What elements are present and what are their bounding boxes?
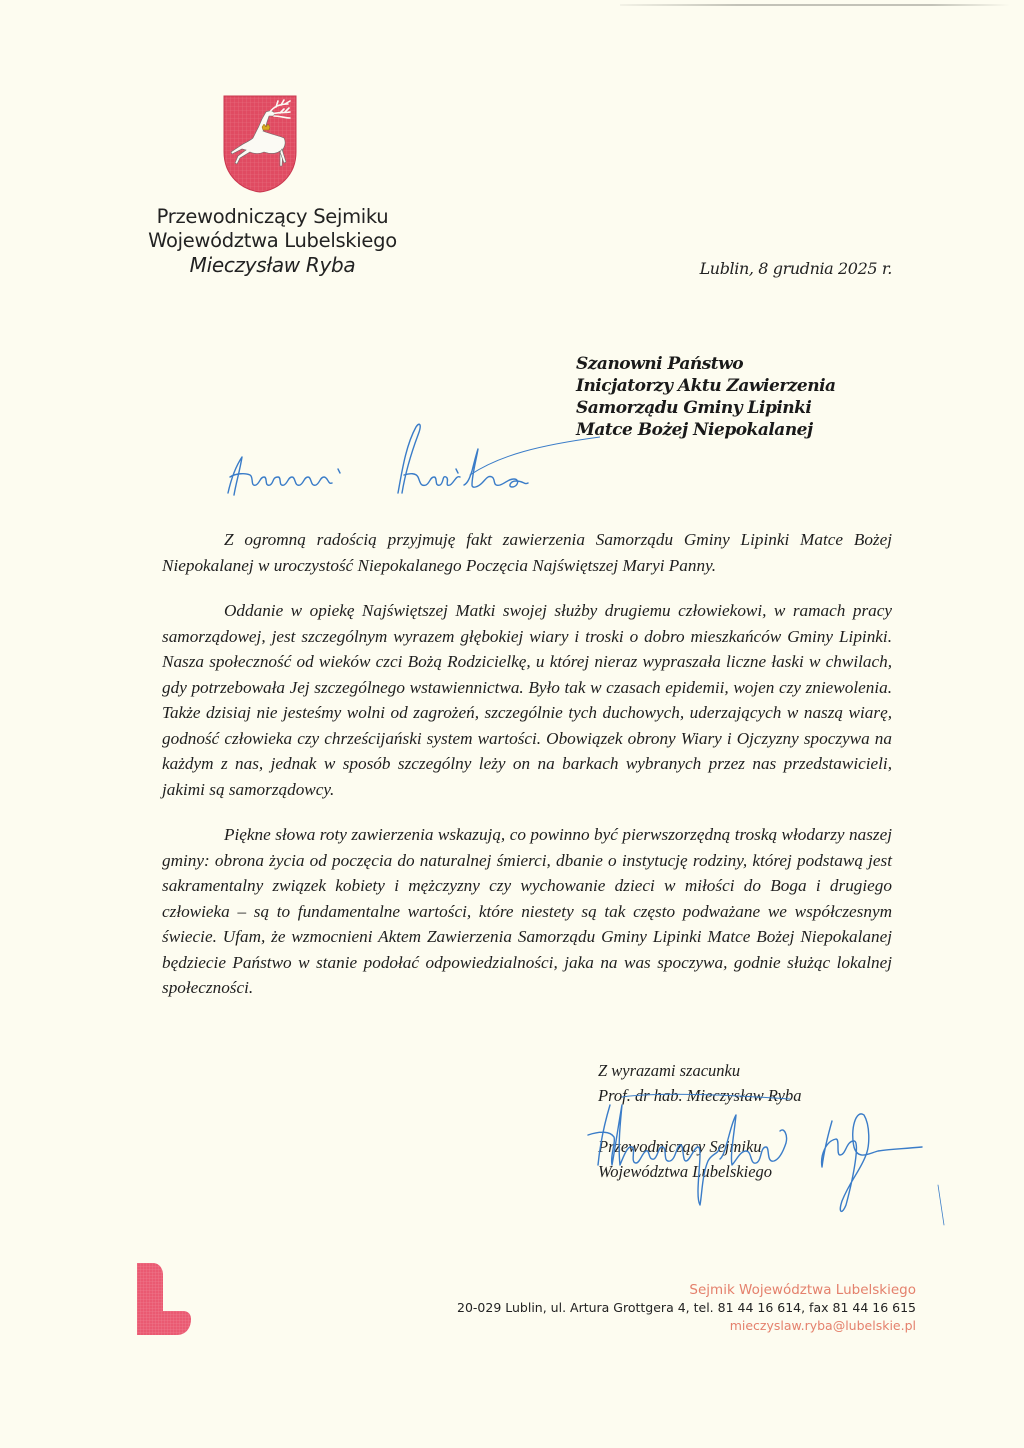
body-paragraph: Piękne słowa roty zawierzenia wskazują, co powinno być pierwszorzędną troską włodarzy naszej gminy: obrona życia od poczęcia do naturalnej śmierci, dbanie o instytucję rodziny, której podstawą jest sakramentalny związek kobiety i mężczyzny czy wychowanie dzieci w miłości do Boga i drugiego człowieka – są to fundamentalne wartości, które niestety są tak często podważane we współczesnym świecie. Ufam, że wzmocnieni Aktem Zawierzenia Samorządu Gminy Lipinki Matce Bożej Niepokalanej będziecie Państwo w stanie podołać odpowiedzialności, jaka na was spoczywa, godnie służąc lokalnej społeczności. <box>162 825 892 997</box>
addressee-line: Samorządu Gminy Lipinki <box>576 398 812 418</box>
addressee-line: Matce Bożej Niepokalanej <box>576 420 813 440</box>
footer-address: 20-029 Lublin, ul. Artura Grottgera 4, tel. 81 44 16 614, fax 81 44 16 615 <box>457 1300 916 1315</box>
signatory-role-line2: Województwa Lubelskiego <box>598 1162 773 1181</box>
signatory-role-line1: Przewodniczący Sejmiku <box>598 1137 762 1156</box>
body-paragraph: Z ogromną radością przyjmuję fakt zawierzenia Samorządu Gminy Lipinki Matce Bożej Niepokalanej w uroczystość Niepokalanego Poczęcia Najświętszej Maryi Panny. <box>162 530 892 575</box>
letterhead-title-line2: Województwa Lubelskiego <box>148 229 397 252</box>
footer <box>457 1281 916 1335</box>
addressee-block <box>576 353 836 441</box>
scan-edge-line <box>620 4 1010 6</box>
body-paragraph: Oddanie w opiekę Najświętszej Matki swojej służby drugiemu człowiekowi, w ramach pracy samorządowej, jest szczególnym wyrazem głębokiej wiary i troski o dobro mieszkańców Gminy Lipinki. Nasza społeczność od wieków czci Bożą Rodzicielkę, u której nieraz wypraszała liczne łaski w chwilach, gdy potrzebowała Jej szczególnego wstawiennictwa. Było tak w czasach epidemii, wojen czy zniewolenia. Także dzisiaj nie jesteśmy wolni od zagrożeń, szczególnie tych duchowych, uderzających w naszą wiarę, godność człowieka czy chrześcijański system wartości. Obowiązek obrony Wiary i Ojczyzny spoczywa na każdym z nas, jednak w sposób szczególny leży on na barkach wybranych przez nas przedstawicieli, jakimi są samorządowcy. <box>162 601 892 799</box>
addressee-line: Inicjatorzy Aktu Zawierzenia <box>576 376 836 396</box>
footer-organization: Sejmik Województwa Lubelskiego <box>689 1282 916 1298</box>
addressee-line: Szanowni Państwo <box>576 354 744 374</box>
footer-email-link[interactable]: mieczyslaw.ryba@lubelskie.pl <box>729 1318 916 1333</box>
coat-of-arms-icon <box>222 94 298 194</box>
letterhead-title-line1: Przewodniczący Sejmiku <box>156 205 389 228</box>
signatory-name: Prof. dr hab. Mieczysław Ryba <box>598 1086 802 1105</box>
handwritten-signature <box>570 1085 950 1235</box>
handwritten-salutation <box>220 415 600 515</box>
letterhead-title <box>140 205 405 277</box>
closing-regards: Z wyrazami szacunku <box>598 1061 741 1080</box>
letterhead-name: Mieczysław Ryba <box>189 253 356 277</box>
letter-body <box>162 527 892 1021</box>
lubelskie-l-logo-icon <box>137 1263 191 1335</box>
letter-date: Lublin, 8 grudnia 2025 r. <box>699 259 892 278</box>
